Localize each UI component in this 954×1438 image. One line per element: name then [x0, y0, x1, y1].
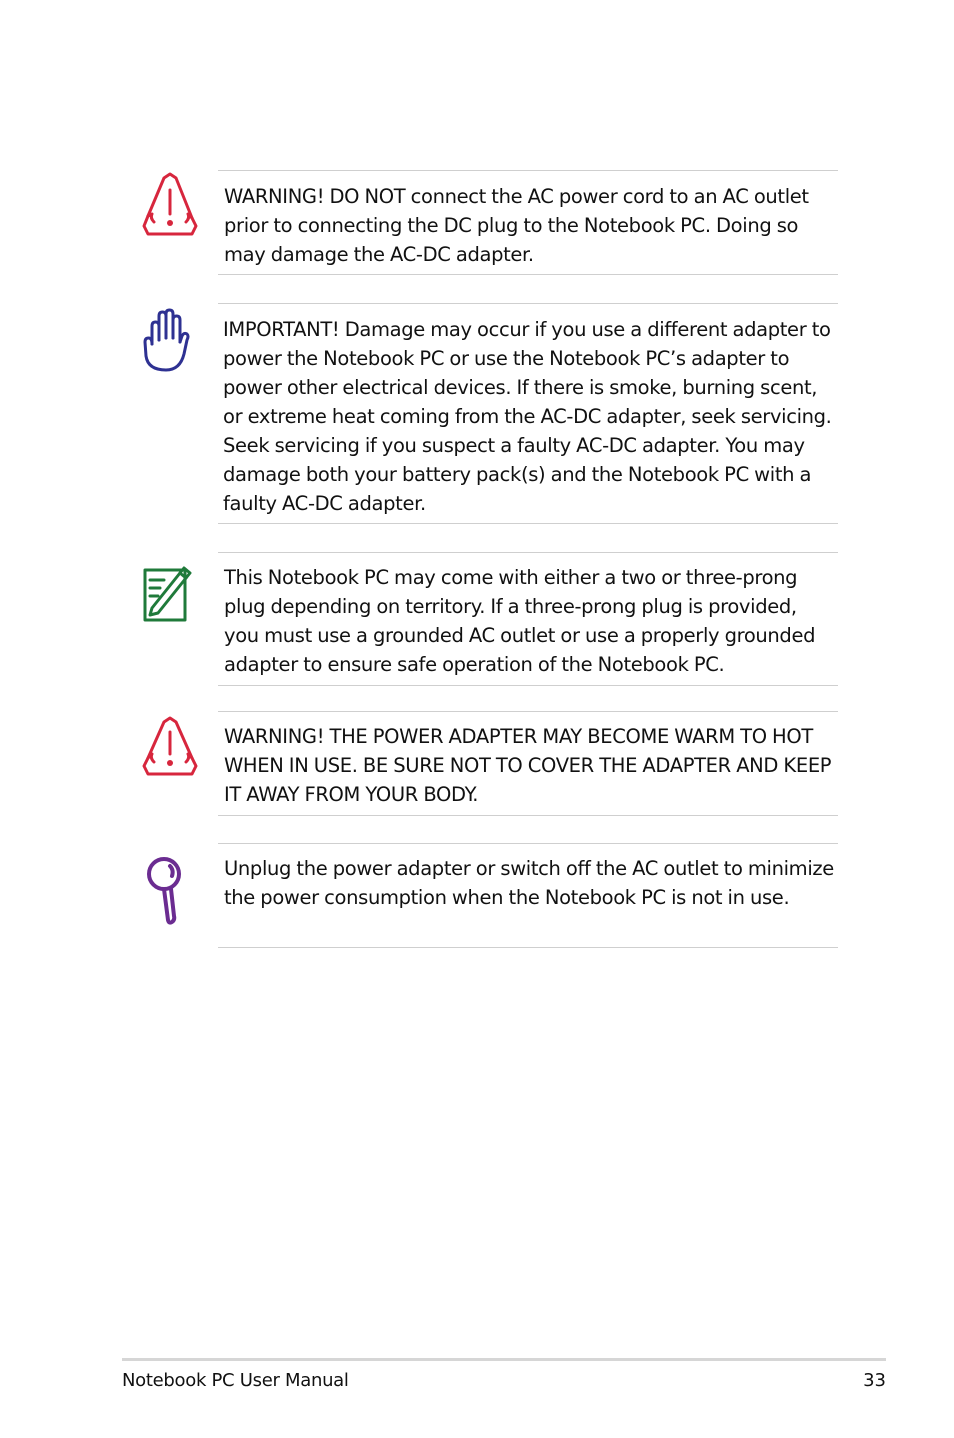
magnifier-icon	[144, 854, 188, 932]
note-text: This Notebook PC may come with either a two or three-prong plug depending on territory. If a three-prong plug is provided, you must use a grounded AC outlet or use a properly grounded adapter to ensure safe operation of the Notebook PC.	[224, 566, 816, 676]
footer-rule	[122, 1358, 886, 1361]
note-text: WARNING! DO NOT connect the AC power cord to an AC outlet prior to connecting the DC plug to the Notebook PC. Doing so may damage the AC-DC adapter.	[224, 185, 809, 266]
raised-hand-icon	[140, 308, 192, 378]
warning-hand-icon	[140, 714, 200, 782]
note-three-prong-plug	[218, 552, 838, 686]
warning-note-hot-adapter	[218, 711, 838, 816]
note-text: Unplug the power adapter or switch off the AC outlet to minimize the power consumption when the Notebook PC is not in use.	[224, 857, 834, 909]
note-pencil-icon	[140, 562, 194, 628]
footer-title: Notebook PC User Manual	[122, 1370, 349, 1391]
note-text: IMPORTANT! Damage may occur if you use a different adapter to power the Notebook PC or use the Notebook PC’s adapter to power other electrical devices. If there is smoke, burning scent, or extreme heat coming from the AC-DC adapter, seek servicing. Seek servicing if you suspect a faulty AC-DC adapter. You may damage both your battery pack(s) and the Notebook PC with a faulty AC-DC adapter.	[223, 318, 832, 515]
warning-hand-icon	[140, 170, 200, 242]
tip-note-unplug	[218, 843, 838, 948]
page-number: 33	[863, 1370, 886, 1391]
note-text: WARNING! THE POWER ADAPTER MAY BECOME WARM TO HOT WHEN IN USE. BE SURE NOT TO COVER THE ADAPTER AND KEEP IT AWAY FROM YOUR BODY.	[224, 725, 832, 806]
important-note-adapter	[218, 303, 838, 524]
warning-note-ac-cord	[218, 170, 838, 275]
